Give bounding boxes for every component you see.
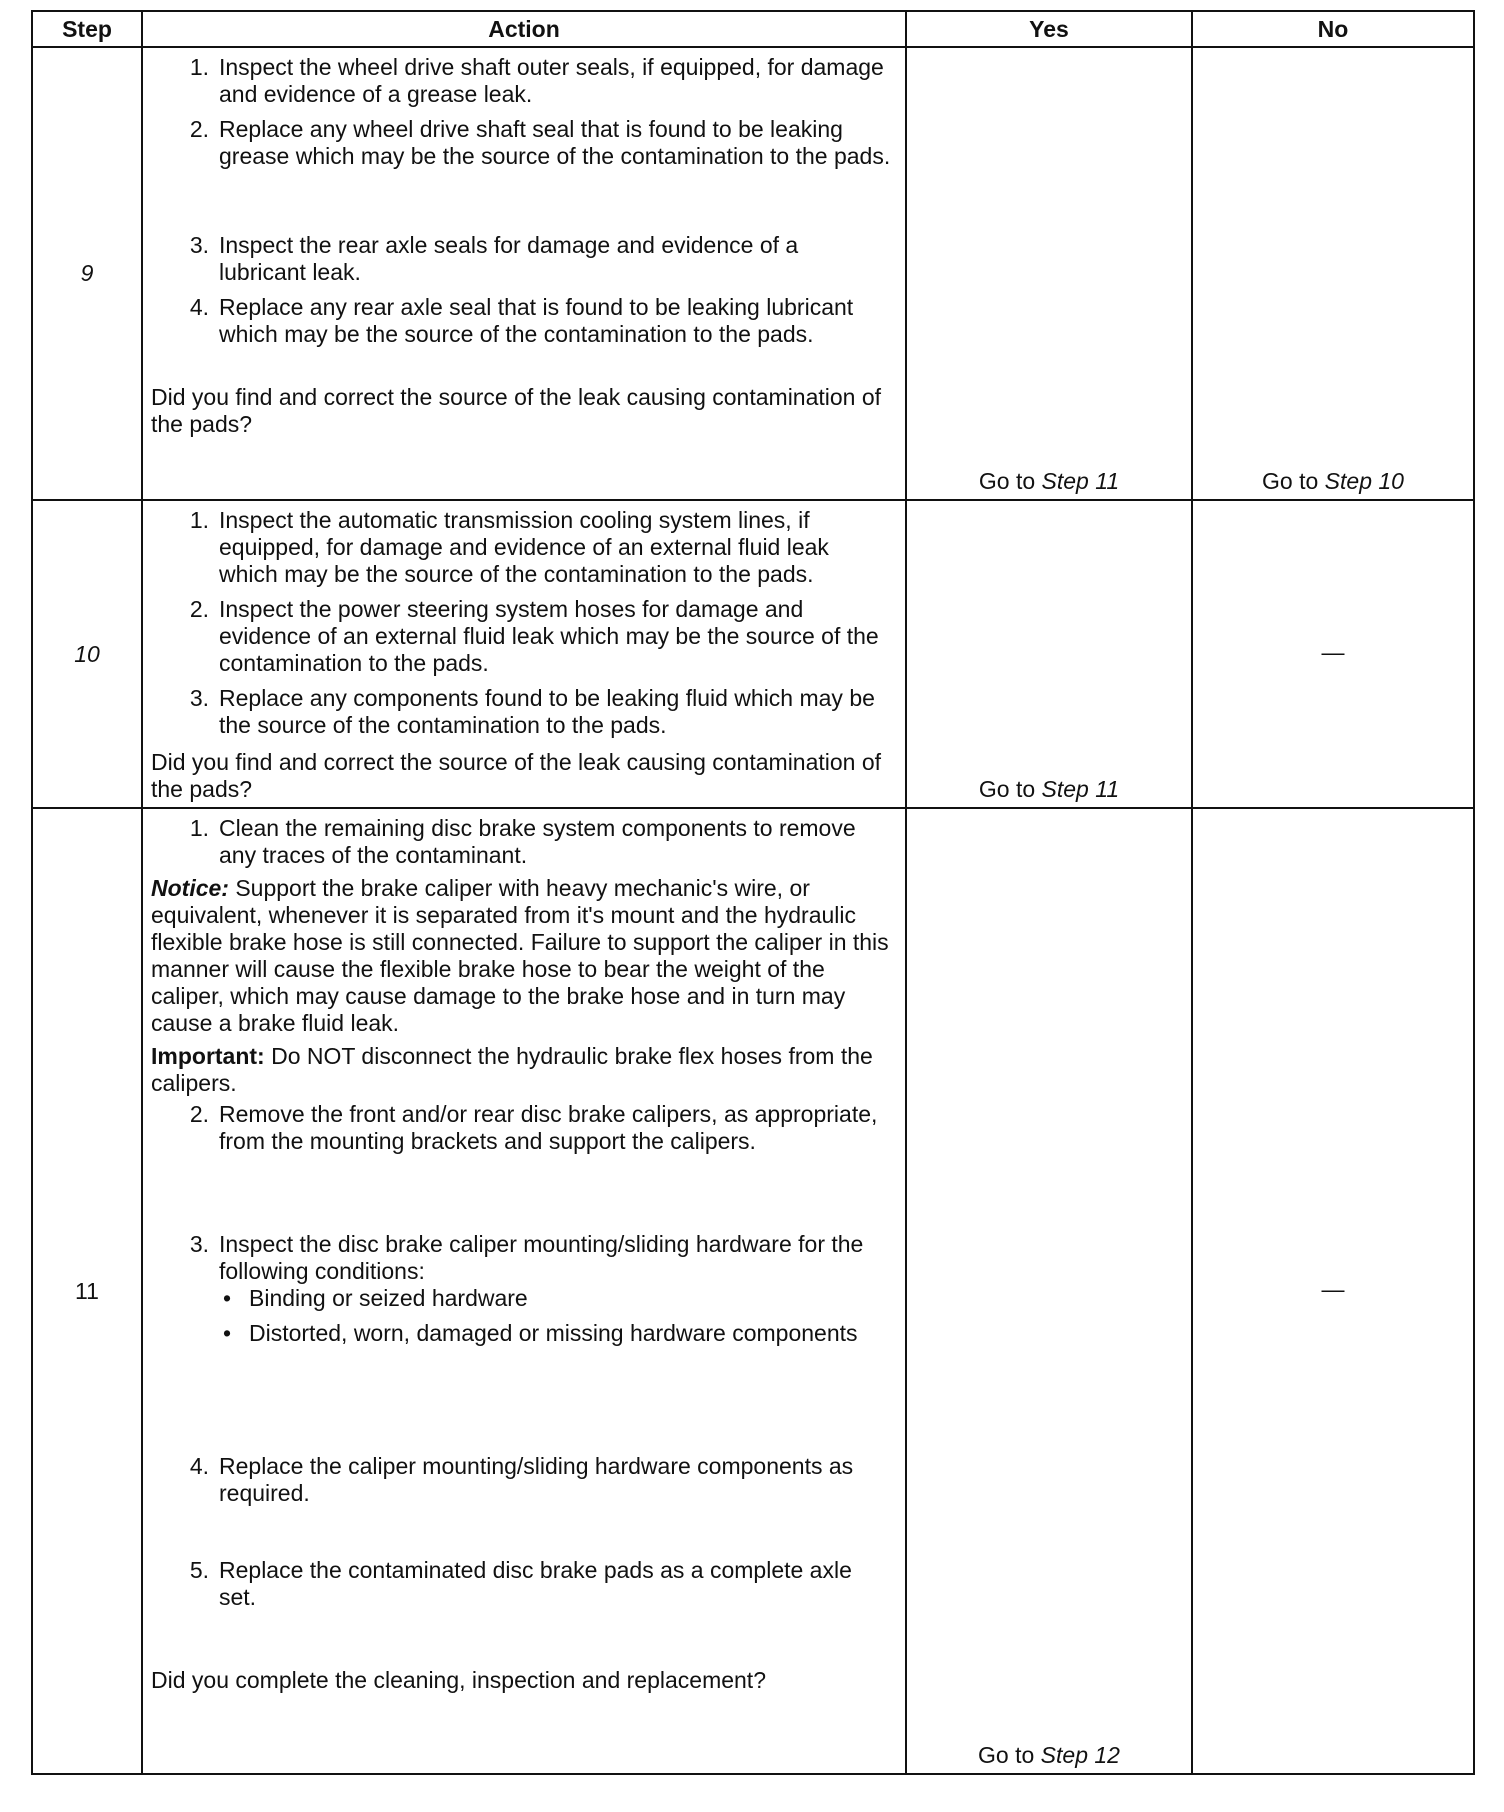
header-action: Action (142, 11, 906, 47)
notice-text: Notice: Support the brake caliper with heavy mechanic's wire, or equivalent, whenever it is separated from it's mount and the hydraulic flexible brake hose is still connected. Failure to support the caliper in this manner will cause the flexible brake hose to bear the weight of the caliper, which may cause damage to the brake hose and in turn may cause a brake fluid leak. (151, 875, 889, 1036)
table-row-step-10 (32, 500, 1474, 808)
no-result: — (1192, 808, 1474, 1774)
diagnostic-table (31, 10, 1475, 1775)
step-number: 9 (32, 47, 142, 500)
table-row-step-11 (32, 808, 1474, 1774)
header-no: No (1192, 11, 1474, 47)
step-question: Did you find and correct the source of the leak causing contamination of the pads? (151, 749, 882, 802)
no-result: — (1192, 500, 1474, 808)
yes-result: Go to Step 11 (906, 500, 1192, 808)
step-number: 11 (32, 808, 142, 1774)
action-item: 2. Replace any wheel drive shaft seal that is found to be leaking grease which may be the source of the contamination to the pads. (189, 116, 891, 169)
action-cell (142, 500, 906, 808)
action-item: 3. Replace any components found to be leaking fluid which may be the source of the contamination to the pads. (189, 685, 875, 738)
action-item: 2. Inspect the power steering system hoses for damage and evidence of an external fluid leak which may be the source of the contamination to the pads. (189, 596, 879, 676)
header-yes: Yes (906, 11, 1192, 47)
action-item: 5. Replace the contaminated disc brake pads as a complete axle set. (189, 1557, 852, 1610)
action-item: 1. Inspect the wheel drive shaft outer seals, if equipped, for damage and evidence of a grease leak. (189, 54, 884, 107)
action-cell (142, 47, 906, 500)
action-item: 3. Inspect the rear axle seals for damage and evidence of a lubricant leak. (189, 232, 799, 285)
yes-result: Go to Step 12 (906, 808, 1192, 1774)
diagnostic-table-page (31, 10, 1473, 1775)
action-item: 4. Replace the caliper mounting/sliding hardware components as required. (189, 1453, 854, 1506)
bullet-item: • Binding or seized hardware (223, 1285, 528, 1311)
important-text: Important: Do NOT disconnect the hydraulic brake flex hoses from the calipers. (151, 1043, 873, 1096)
table-row-step-9 (32, 47, 1474, 500)
step-question: Did you complete the cleaning, inspection and replacement? (151, 1667, 766, 1693)
action-item: 4. Replace any rear axle seal that is found to be leaking lubricant which may be the source of the contamination to the pads. (189, 294, 854, 347)
step-number: 10 (32, 500, 142, 808)
action-item: 3. Inspect the disc brake caliper mounting/sliding hardware for the following conditions: (189, 1231, 864, 1284)
header-step: Step (32, 11, 142, 47)
action-item: 2. Remove the front and/or rear disc brake calipers, as appropriate, from the mounting brackets and support the calipers. (189, 1101, 878, 1154)
bullet-item: • Distorted, worn, damaged or missing hardware components (223, 1320, 858, 1346)
action-item: 1. Clean the remaining disc brake system components to remove any traces of the contaminant. (189, 815, 856, 868)
table-header-row (32, 11, 1474, 47)
action-item: 1. Inspect the automatic transmission cooling system lines, if equipped, for damage and evidence of an external fluid leak which may be the source of the contamination to the pads. (189, 507, 829, 587)
yes-result: Go to Step 11 (906, 47, 1192, 500)
action-cell (142, 808, 906, 1774)
no-result: Go to Step 10 (1192, 47, 1474, 500)
step-question: Did you find and correct the source of the leak causing contamination of the pads? (151, 384, 882, 437)
